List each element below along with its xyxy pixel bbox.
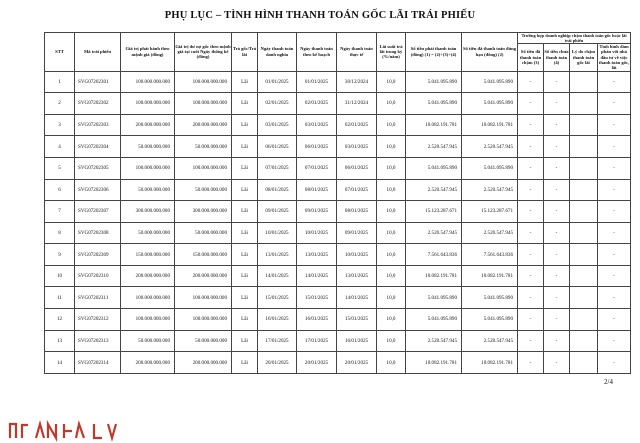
cell-stt: 8 — [45, 222, 75, 244]
cell-planned-date: 16/01/2025 — [297, 309, 337, 331]
cell-amount-due: 2.520.547.945 — [406, 330, 462, 352]
col-reason: Lý do chậm thanh toán gốc lãi — [570, 44, 598, 71]
cell-pay-type: Lãi — [232, 93, 258, 115]
cell-reason — [570, 330, 598, 352]
cell-amount-due: 5.041.095.890 — [406, 71, 462, 93]
cell-unpaid: - — [544, 136, 570, 158]
cell-issue-value: 50.000.000.000 — [121, 179, 175, 201]
cell-amount-due: 2.520.547.945 — [406, 136, 462, 158]
cell-due-date: 10/01/2025 — [258, 222, 297, 244]
col-pay-type: Trả gốc/Trả lãi — [232, 33, 258, 72]
cell-amount-due: 5.041.095.890 — [406, 287, 462, 309]
cell-issue-value: 200.000.000.000 — [121, 352, 175, 374]
cell-issue-value: 100.000.000.000 — [121, 93, 175, 115]
cell-actual-date: 31/12/2024 — [337, 93, 377, 115]
cell-amount-due: 5.041.095.890 — [406, 93, 462, 115]
cell-amount-due: 2.520.547.945 — [406, 222, 462, 244]
cell-reason — [570, 114, 598, 136]
cell-late-paid: - — [518, 93, 544, 115]
cell-rate: 10,0 — [377, 179, 406, 201]
cell-pay-type: Lãi — [232, 244, 258, 266]
col-code: Mã trái phiếu — [75, 33, 121, 72]
cell-amount-paid: 5.041.095.890 — [462, 309, 518, 331]
cell-stt: 4 — [45, 136, 75, 158]
cell-planned-date: 10/01/2025 — [297, 222, 337, 244]
page-title: PHỤ LỤC – TÌNH HÌNH THANH TOÁN GỐC LÃI TRÁI PHIẾU — [164, 10, 476, 21]
cell-code: SVG07202303 — [75, 114, 121, 136]
cell-rate: 10,0 — [377, 114, 406, 136]
cell-unpaid: - — [544, 179, 570, 201]
cell-due-date: 07/01/2025 — [258, 157, 297, 179]
late-payment-group-header: Trường hợp doanh nghiệp chậm thanh toán gốc hoặc lãi trái phiếu — [518, 33, 631, 44]
cell-rate: 10,0 — [377, 287, 406, 309]
cell-amount-paid: 15.123.287.671 — [462, 201, 518, 223]
cell-planned-date: 03/01/2025 — [297, 114, 337, 136]
cell-amount-paid: 10.082.191.781 — [462, 114, 518, 136]
col-amount-due: Số tiền phải thanh toán (đồng) (1) = (2)+(3)+(4) — [406, 33, 462, 72]
cell-amount-due: 15.123.287.671 — [406, 201, 462, 223]
cell-pay-type: Lãi — [232, 71, 258, 93]
cell-stt: 13 — [45, 330, 75, 352]
cell-unpaid: - — [544, 201, 570, 223]
cell-pay-type: Lãi — [232, 179, 258, 201]
table-row — [45, 71, 631, 93]
cell-amount-paid: 10.082.191.781 — [462, 352, 518, 374]
cell-issue-value: 100.000.000.000 — [121, 71, 175, 93]
cell-actual-date: 13/01/2025 — [337, 265, 377, 287]
page-number: 2/4 — [604, 378, 613, 386]
col-outstanding: Giá trị dư nợ gốc theo mệnh giá tại cuối Ngày thống kê (đồng) — [175, 33, 232, 72]
cell-issue-value: 100.000.000.000 — [121, 157, 175, 179]
cell-reason — [570, 287, 598, 309]
cell-late-paid: - — [518, 201, 544, 223]
cell-rate: 10,0 — [377, 352, 406, 374]
cell-outstanding: 100.000.000.000 — [175, 157, 232, 179]
cell-outstanding: 50.000.000.000 — [175, 222, 232, 244]
cell-late-paid: - — [518, 265, 544, 287]
col-late-paid: Số tiền đã thanh toán chậm (3) — [518, 44, 544, 71]
col-issue-value: Giá trị phát hành theo mệnh giá (đồng) — [121, 33, 175, 72]
cell-outstanding: 200.000.000.000 — [175, 265, 232, 287]
cell-reason — [570, 222, 598, 244]
cell-pay-type: Lãi — [232, 201, 258, 223]
cell-amount-due: 10.082.191.781 — [406, 265, 462, 287]
cell-pay-type: Lãi — [232, 309, 258, 331]
cell-pay-type: Lãi — [232, 136, 258, 158]
cell-due-date: 15/01/2025 — [258, 287, 297, 309]
cell-planned-date: 06/01/2025 — [297, 136, 337, 158]
cell-issue-value: 100.000.000.000 — [121, 287, 175, 309]
cell-rate: 10,0 — [377, 201, 406, 223]
cell-code: SVG07202307 — [75, 201, 121, 223]
cell-late-paid: - — [518, 136, 544, 158]
cell-due-date: 06/01/2025 — [258, 136, 297, 158]
cell-rate: 10,0 — [377, 309, 406, 331]
cell-due-date: 20/01/2025 — [258, 352, 297, 374]
red-stamp-fragment — [0, 404, 130, 443]
cell-amount-paid: 7.561.643.836 — [462, 244, 518, 266]
cell-planned-date: 09/01/2025 — [297, 201, 337, 223]
cell-actual-date: 30/12/2024 — [337, 71, 377, 93]
cell-actual-date: 08/01/2025 — [337, 201, 377, 223]
table-row — [45, 309, 631, 331]
cell-planned-date: 17/01/2025 — [297, 330, 337, 352]
cell-outstanding: 100.000.000.000 — [175, 287, 232, 309]
cell-negotiation-status: - — [598, 309, 631, 331]
cell-amount-paid: 2.520.547.945 — [462, 222, 518, 244]
cell-rate: 10,0 — [377, 136, 406, 158]
cell-outstanding: 300.000.000.000 — [175, 201, 232, 223]
cell-unpaid: - — [544, 222, 570, 244]
cell-code: SVG07202309 — [75, 244, 121, 266]
table-row — [45, 287, 631, 309]
cell-stt: 14 — [45, 352, 75, 374]
cell-due-date: 08/01/2025 — [258, 179, 297, 201]
cell-pay-type: Lãi — [232, 114, 258, 136]
cell-late-paid: - — [518, 330, 544, 352]
cell-pay-type: Lãi — [232, 222, 258, 244]
cell-amount-due: 10.082.191.781 — [406, 114, 462, 136]
cell-issue-value: 300.000.000.000 — [121, 201, 175, 223]
cell-due-date: 17/01/2025 — [258, 330, 297, 352]
cell-unpaid: - — [544, 287, 570, 309]
cell-code: SVG07202310 — [75, 265, 121, 287]
cell-stt: 11 — [45, 287, 75, 309]
cell-due-date: 13/01/2025 — [258, 244, 297, 266]
cell-stt: 10 — [45, 265, 75, 287]
cell-planned-date: 02/01/2025 — [297, 93, 337, 115]
cell-rate: 10,0 — [377, 93, 406, 115]
cell-negotiation-status: - — [598, 330, 631, 352]
cell-late-paid: - — [518, 179, 544, 201]
col-negotiation-status: Tình hình đàm phán với nhà đầu tư về việc thanh toán gốc, lãi — [598, 44, 630, 71]
cell-pay-type: Lãi — [232, 265, 258, 287]
cell-stt: 5 — [45, 157, 75, 179]
cell-late-paid: - — [518, 222, 544, 244]
cell-stt: 2 — [45, 93, 75, 115]
cell-issue-value: 200.000.000.000 — [121, 265, 175, 287]
table-row — [45, 222, 631, 244]
table-row — [45, 330, 631, 352]
cell-unpaid: - — [544, 265, 570, 287]
cell-rate: 10,0 — [377, 244, 406, 266]
cell-amount-due: 5.041.095.890 — [406, 309, 462, 331]
cell-due-date: 02/01/2025 — [258, 93, 297, 115]
cell-due-date: 03/01/2025 — [258, 114, 297, 136]
cell-issue-value: 200.000.000.000 — [121, 114, 175, 136]
cell-issue-value: 50.000.000.000 — [121, 136, 175, 158]
cell-code: SVG07202312 — [75, 309, 121, 331]
cell-code: SVG07202314 — [75, 352, 121, 374]
col-amount-paid: Số tiền đã thanh toán đúng hạn (đồng) (2) — [462, 33, 518, 72]
cell-code: SVG07202305 — [75, 157, 121, 179]
cell-issue-value: 50.000.000.000 — [121, 222, 175, 244]
table-row — [45, 114, 631, 136]
cell-late-paid: - — [518, 244, 544, 266]
cell-reason — [570, 93, 598, 115]
cell-pay-type: Lãi — [232, 157, 258, 179]
cell-rate: 10,0 — [377, 71, 406, 93]
cell-late-paid: - — [518, 71, 544, 93]
cell-reason — [570, 136, 598, 158]
cell-unpaid: - — [544, 330, 570, 352]
cell-amount-due: 2.520.547.945 — [406, 179, 462, 201]
cell-code: SVG07202304 — [75, 136, 121, 158]
bond-payment-table — [44, 32, 631, 374]
cell-reason — [570, 179, 598, 201]
cell-outstanding: 200.000.000.000 — [175, 114, 232, 136]
cell-negotiation-status: - — [598, 114, 631, 136]
cell-amount-due: 10.082.191.781 — [406, 352, 462, 374]
col-stt: STT — [45, 33, 75, 72]
cell-negotiation-status: - — [598, 157, 631, 179]
cell-negotiation-status: - — [598, 201, 631, 223]
cell-reason — [570, 352, 598, 374]
cell-planned-date: 08/01/2025 — [297, 179, 337, 201]
cell-outstanding: 200.000.000.000 — [175, 352, 232, 374]
cell-actual-date: 07/01/2025 — [337, 179, 377, 201]
cell-unpaid: - — [544, 114, 570, 136]
cell-due-date: 16/01/2025 — [258, 309, 297, 331]
table-row — [45, 179, 631, 201]
cell-outstanding: 100.000.000.000 — [175, 71, 232, 93]
cell-rate: 10,0 — [377, 157, 406, 179]
cell-amount-paid: 5.041.095.890 — [462, 93, 518, 115]
cell-amount-paid: 5.041.095.890 — [462, 71, 518, 93]
cell-amount-paid: 2.520.547.945 — [462, 330, 518, 352]
cell-reason — [570, 265, 598, 287]
cell-due-date: 09/01/2025 — [258, 201, 297, 223]
cell-issue-value: 150.000.000.000 — [121, 244, 175, 266]
table-row — [45, 352, 631, 374]
cell-stt: 1 — [45, 71, 75, 93]
cell-pay-type: Lãi — [232, 330, 258, 352]
cell-amount-paid: 5.041.095.890 — [462, 157, 518, 179]
cell-negotiation-status: - — [598, 244, 631, 266]
cell-negotiation-status: - — [598, 265, 631, 287]
cell-actual-date: 09/01/2025 — [337, 222, 377, 244]
cell-actual-date: 10/01/2025 — [337, 244, 377, 266]
cell-issue-value: 50.000.000.000 — [121, 330, 175, 352]
cell-rate: 10,0 — [377, 265, 406, 287]
cell-outstanding: 50.000.000.000 — [175, 179, 232, 201]
cell-negotiation-status: - — [598, 179, 631, 201]
cell-code: SVG07202301 — [75, 71, 121, 93]
cell-actual-date: 14/01/2025 — [337, 287, 377, 309]
col-due-date: Ngày thanh toán danh nghĩa — [258, 33, 297, 72]
cell-stt: 6 — [45, 179, 75, 201]
header-row — [45, 33, 631, 44]
cell-outstanding: 100.000.000.000 — [175, 93, 232, 115]
cell-issue-value: 100.000.000.000 — [121, 309, 175, 331]
cell-code: SVG07202308 — [75, 222, 121, 244]
table-row — [45, 136, 631, 158]
cell-actual-date: 03/01/2025 — [337, 136, 377, 158]
table-row — [45, 201, 631, 223]
cell-code: SVG07202313 — [75, 330, 121, 352]
cell-late-paid: - — [518, 157, 544, 179]
cell-actual-date: 06/01/2025 — [337, 157, 377, 179]
cell-late-paid: - — [518, 114, 544, 136]
cell-reason — [570, 157, 598, 179]
cell-unpaid: - — [544, 71, 570, 93]
cell-planned-date: 20/01/2025 — [297, 352, 337, 374]
cell-amount-paid: 2.520.547.945 — [462, 136, 518, 158]
cell-unpaid: - — [544, 93, 570, 115]
cell-planned-date: 07/01/2025 — [297, 157, 337, 179]
cell-outstanding: 150.000.000.000 — [175, 244, 232, 266]
cell-rate: 10,0 — [377, 330, 406, 352]
col-actual-date: Ngày thanh toán thực tế — [337, 33, 377, 72]
table-row — [45, 93, 631, 115]
cell-reason — [570, 309, 598, 331]
cell-negotiation-status: - — [598, 93, 631, 115]
cell-due-date: 14/01/2025 — [258, 265, 297, 287]
cell-negotiation-status: - — [598, 136, 631, 158]
cell-due-date: 01/01/2025 — [258, 71, 297, 93]
table-row — [45, 265, 631, 287]
cell-code: SVG07202302 — [75, 93, 121, 115]
cell-rate: 10,0 — [377, 222, 406, 244]
cell-reason — [570, 71, 598, 93]
cell-outstanding: 50.000.000.000 — [175, 136, 232, 158]
cell-reason — [570, 244, 598, 266]
cell-outstanding: 100.000.000.000 — [175, 309, 232, 331]
cell-actual-date: 20/01/2025 — [337, 352, 377, 374]
cell-negotiation-status: - — [598, 287, 631, 309]
cell-reason — [570, 201, 598, 223]
cell-unpaid: - — [544, 244, 570, 266]
cell-planned-date: 13/01/2025 — [297, 244, 337, 266]
cell-late-paid: - — [518, 287, 544, 309]
cell-unpaid: - — [544, 309, 570, 331]
cell-stt: 3 — [45, 114, 75, 136]
cell-late-paid: - — [518, 309, 544, 331]
cell-amount-due: 7.561.643.836 — [406, 244, 462, 266]
cell-amount-due: 5.041.095.890 — [406, 157, 462, 179]
table-row — [45, 157, 631, 179]
cell-code: SVG07202311 — [75, 287, 121, 309]
cell-stt: 9 — [45, 244, 75, 266]
cell-actual-date: 15/01/2025 — [337, 309, 377, 331]
cell-late-paid: - — [518, 352, 544, 374]
col-unpaid: Số tiền chưa thanh toán (4) — [544, 44, 570, 71]
table-row — [45, 244, 631, 266]
cell-amount-paid: 5.041.095.890 — [462, 287, 518, 309]
cell-outstanding: 50.000.000.000 — [175, 330, 232, 352]
cell-amount-paid: 2.520.547.945 — [462, 179, 518, 201]
cell-unpaid: - — [544, 157, 570, 179]
cell-planned-date: 14/01/2025 — [297, 265, 337, 287]
cell-planned-date: 15/01/2025 — [297, 287, 337, 309]
cell-pay-type: Lãi — [232, 352, 258, 374]
cell-actual-date: 02/01/2025 — [337, 114, 377, 136]
cell-planned-date: 01/01/2025 — [297, 71, 337, 93]
cell-code: SVG07202306 — [75, 179, 121, 201]
cell-unpaid: - — [544, 352, 570, 374]
col-planned-date: Ngày thanh toán theo kế hoạch — [297, 33, 337, 72]
cell-stt: 12 — [45, 309, 75, 331]
cell-stt: 7 — [45, 201, 75, 223]
cell-negotiation-status: - — [598, 352, 631, 374]
cell-amount-paid: 10.082.191.781 — [462, 265, 518, 287]
cell-negotiation-status: - — [598, 71, 631, 93]
cell-negotiation-status: - — [598, 222, 631, 244]
col-rate: Lãi suất trả lãi trong kỳ (%/năm) — [377, 33, 406, 72]
cell-pay-type: Lãi — [232, 287, 258, 309]
cell-actual-date: 16/01/2025 — [337, 330, 377, 352]
